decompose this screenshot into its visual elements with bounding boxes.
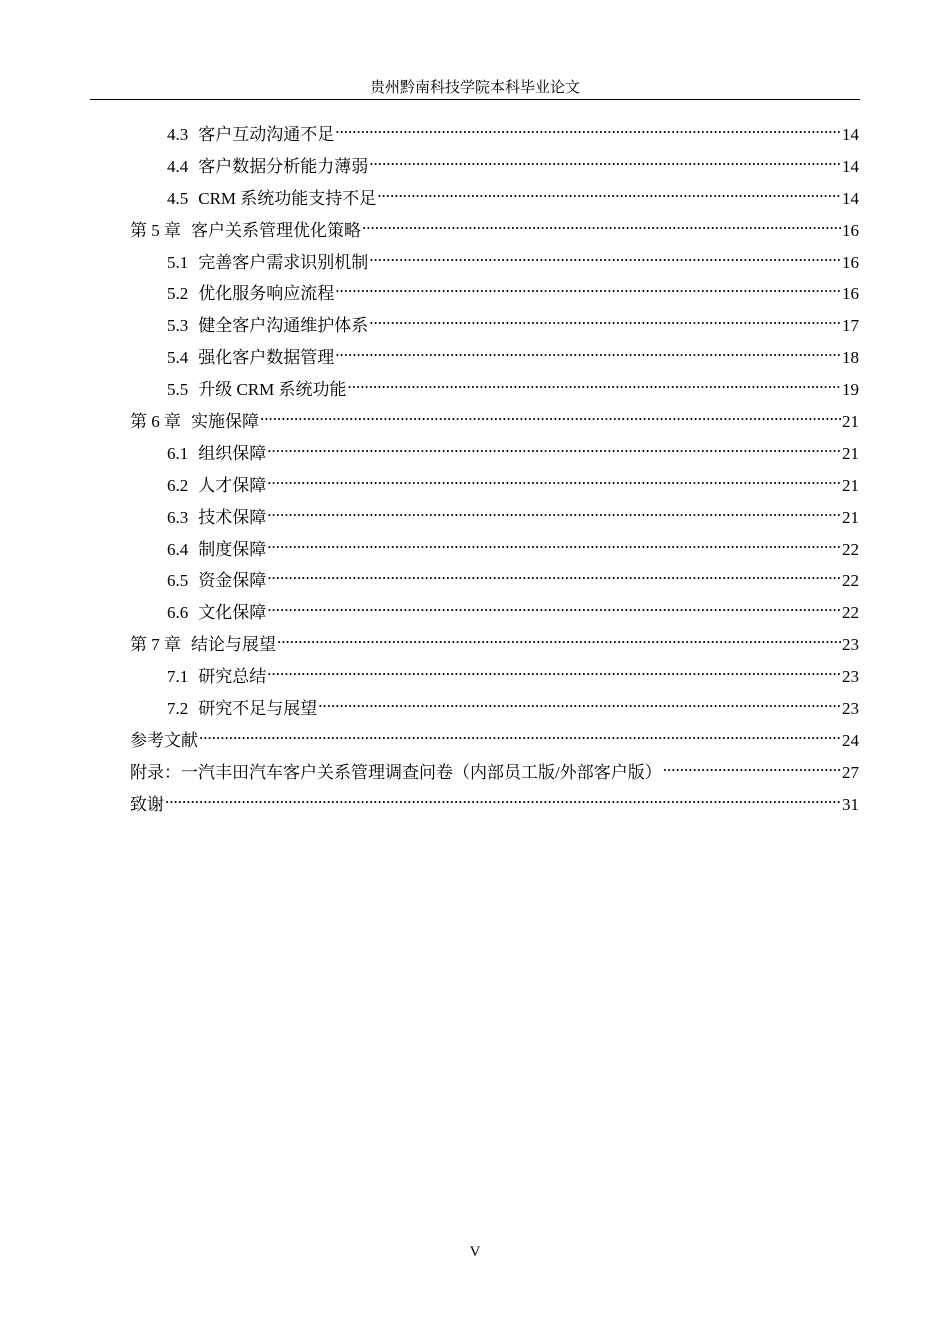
toc-dot-leader bbox=[369, 246, 841, 268]
toc-entry[interactable] bbox=[130, 501, 859, 533]
toc-entry-page: 18 bbox=[842, 348, 859, 368]
toc-entry[interactable] bbox=[130, 660, 859, 692]
toc-dot-leader bbox=[267, 469, 841, 491]
toc-entry-number: 5.4 bbox=[167, 348, 189, 368]
toc-entry-title: 人才保障 bbox=[198, 475, 267, 495]
toc-entry-page: 16 bbox=[842, 284, 859, 304]
toc-entry-title: 组织保障 bbox=[198, 443, 267, 463]
toc-entry[interactable] bbox=[130, 533, 859, 565]
toc-dot-leader bbox=[277, 628, 841, 650]
toc-entry[interactable] bbox=[130, 405, 859, 437]
toc-dot-leader bbox=[377, 182, 841, 204]
toc-entry-page: 23 bbox=[842, 699, 859, 719]
toc-dot-leader bbox=[267, 596, 841, 618]
toc-entry-number: 第 6 章 bbox=[130, 412, 181, 432]
toc-entry[interactable] bbox=[130, 756, 859, 788]
toc-entry[interactable] bbox=[130, 277, 859, 309]
toc-entry-title: 强化客户数据管理 bbox=[198, 348, 335, 368]
toc-dot-leader bbox=[267, 564, 841, 586]
table-of-contents bbox=[130, 118, 859, 820]
toc-entry-page: 14 bbox=[842, 188, 859, 208]
toc-entry-title: 研究不足与展望 bbox=[198, 699, 318, 719]
toc-dot-leader bbox=[348, 373, 841, 395]
toc-entry-page: 22 bbox=[842, 603, 859, 623]
toc-entry-number: 6.5 bbox=[167, 571, 189, 591]
toc-entry-page: 21 bbox=[842, 507, 859, 527]
toc-dot-leader bbox=[362, 214, 841, 236]
toc-entry-title: CRM 系统功能支持不足 bbox=[198, 188, 377, 208]
toc-dot-leader bbox=[335, 277, 841, 299]
toc-entry-page: 23 bbox=[842, 667, 859, 687]
toc-entry-page: 14 bbox=[842, 156, 859, 176]
toc-dot-leader bbox=[267, 660, 841, 682]
toc-entry-page: 23 bbox=[842, 635, 859, 655]
toc-entry-number: 6.2 bbox=[167, 475, 189, 495]
toc-entry[interactable] bbox=[130, 628, 859, 660]
toc-entry-title: 升级 CRM 系统功能 bbox=[198, 380, 347, 400]
toc-entry[interactable] bbox=[130, 118, 859, 150]
toc-dot-leader bbox=[335, 341, 841, 363]
toc-dot-leader bbox=[369, 150, 841, 172]
toc-entry-title: 文化保障 bbox=[198, 603, 267, 623]
toc-entry-page: 21 bbox=[842, 412, 859, 432]
toc-dot-leader bbox=[318, 692, 841, 714]
toc-entry-number: 第 7 章 bbox=[130, 635, 181, 655]
toc-dot-leader bbox=[267, 533, 841, 555]
toc-entry-number: 7.2 bbox=[167, 699, 189, 719]
toc-dot-leader bbox=[267, 501, 841, 523]
toc-entry-title: 结论与展望 bbox=[191, 635, 276, 655]
toc-entry-page: 16 bbox=[842, 252, 859, 272]
toc-entry[interactable] bbox=[130, 246, 859, 278]
toc-entry-number: 5.1 bbox=[167, 252, 189, 272]
toc-entry[interactable] bbox=[130, 724, 859, 756]
toc-entry-page: 27 bbox=[842, 762, 859, 782]
toc-entry-page: 22 bbox=[842, 571, 859, 591]
toc-entry-page: 21 bbox=[842, 443, 859, 463]
toc-entry-number: 4.4 bbox=[167, 156, 189, 176]
toc-entry-number: 7.1 bbox=[167, 667, 189, 687]
toc-entry[interactable] bbox=[130, 150, 859, 182]
toc-entry-title: 研究总结 bbox=[198, 667, 267, 687]
toc-entry-title: 完善客户需求识别机制 bbox=[198, 252, 369, 272]
toc-entry-number: 6.3 bbox=[167, 507, 189, 527]
toc-entry-page: 14 bbox=[842, 125, 859, 144]
toc-dot-leader bbox=[199, 724, 841, 746]
toc-entry-number: 6.6 bbox=[167, 603, 189, 623]
toc-entry-page: 24 bbox=[842, 730, 859, 750]
toc-entry-title: 优化服务响应流程 bbox=[198, 284, 335, 304]
toc-entry[interactable] bbox=[130, 437, 859, 469]
toc-entry-title: 技术保障 bbox=[198, 507, 267, 527]
toc-entry-title: 客户关系管理优化策略 bbox=[191, 220, 361, 240]
header-rule bbox=[90, 99, 860, 100]
toc-entry[interactable] bbox=[130, 309, 859, 341]
toc-entry[interactable] bbox=[130, 788, 859, 820]
toc-entry-title: 参考文献 bbox=[130, 730, 198, 750]
toc-entry-title: 资金保障 bbox=[198, 571, 267, 591]
toc-dot-leader bbox=[267, 437, 841, 459]
toc-entry-title: 客户互动沟通不足 bbox=[198, 125, 335, 144]
page-number: V bbox=[469, 1244, 481, 1260]
toc-entry[interactable] bbox=[130, 214, 859, 246]
toc-entry-title: 健全客户沟通维护体系 bbox=[198, 316, 369, 336]
toc-entry[interactable] bbox=[130, 564, 859, 596]
page-header: 贵州黔南科技学院本科毕业论文 bbox=[369, 80, 580, 96]
toc-entry-number: 6.1 bbox=[167, 443, 189, 463]
toc-dot-leader bbox=[369, 309, 841, 331]
toc-entry-title: 致谢 bbox=[130, 794, 164, 814]
toc-entry-number: 5.3 bbox=[167, 316, 189, 336]
toc-entry-number: 5.5 bbox=[167, 380, 189, 400]
toc-entry-page: 22 bbox=[842, 539, 859, 559]
toc-entry[interactable] bbox=[130, 596, 859, 628]
toc-entry-title: 客户数据分析能力薄弱 bbox=[198, 156, 369, 176]
toc-dot-leader bbox=[260, 405, 841, 427]
toc-entry[interactable] bbox=[130, 469, 859, 501]
toc-entry[interactable] bbox=[130, 341, 859, 373]
toc-entry[interactable] bbox=[130, 692, 859, 724]
toc-entry-title: 附录：一汽丰田汽车客户关系管理调查问卷（内部员工版/外部客户版） bbox=[130, 762, 662, 782]
toc-dot-leader bbox=[335, 118, 841, 140]
toc-entry-number: 6.4 bbox=[167, 539, 189, 559]
toc-entry-title: 制度保障 bbox=[198, 539, 267, 559]
toc-entry-page: 31 bbox=[842, 794, 859, 814]
toc-entry-page: 21 bbox=[842, 475, 859, 495]
toc-entry-number: 4.5 bbox=[167, 188, 189, 208]
toc-entry[interactable] bbox=[130, 373, 859, 405]
toc-entry-number: 第 5 章 bbox=[130, 220, 181, 240]
toc-entry-title: 实施保障 bbox=[191, 412, 259, 432]
toc-entry-page: 16 bbox=[842, 220, 859, 240]
toc-entry-number: 5.2 bbox=[167, 284, 189, 304]
toc-entry-page: 17 bbox=[842, 316, 859, 336]
toc-dot-leader bbox=[165, 788, 841, 810]
toc-dot-leader bbox=[663, 756, 841, 778]
toc-entry-page: 19 bbox=[842, 380, 859, 400]
toc-entry[interactable] bbox=[130, 182, 859, 214]
toc-entry-number: 4.3 bbox=[167, 125, 189, 144]
